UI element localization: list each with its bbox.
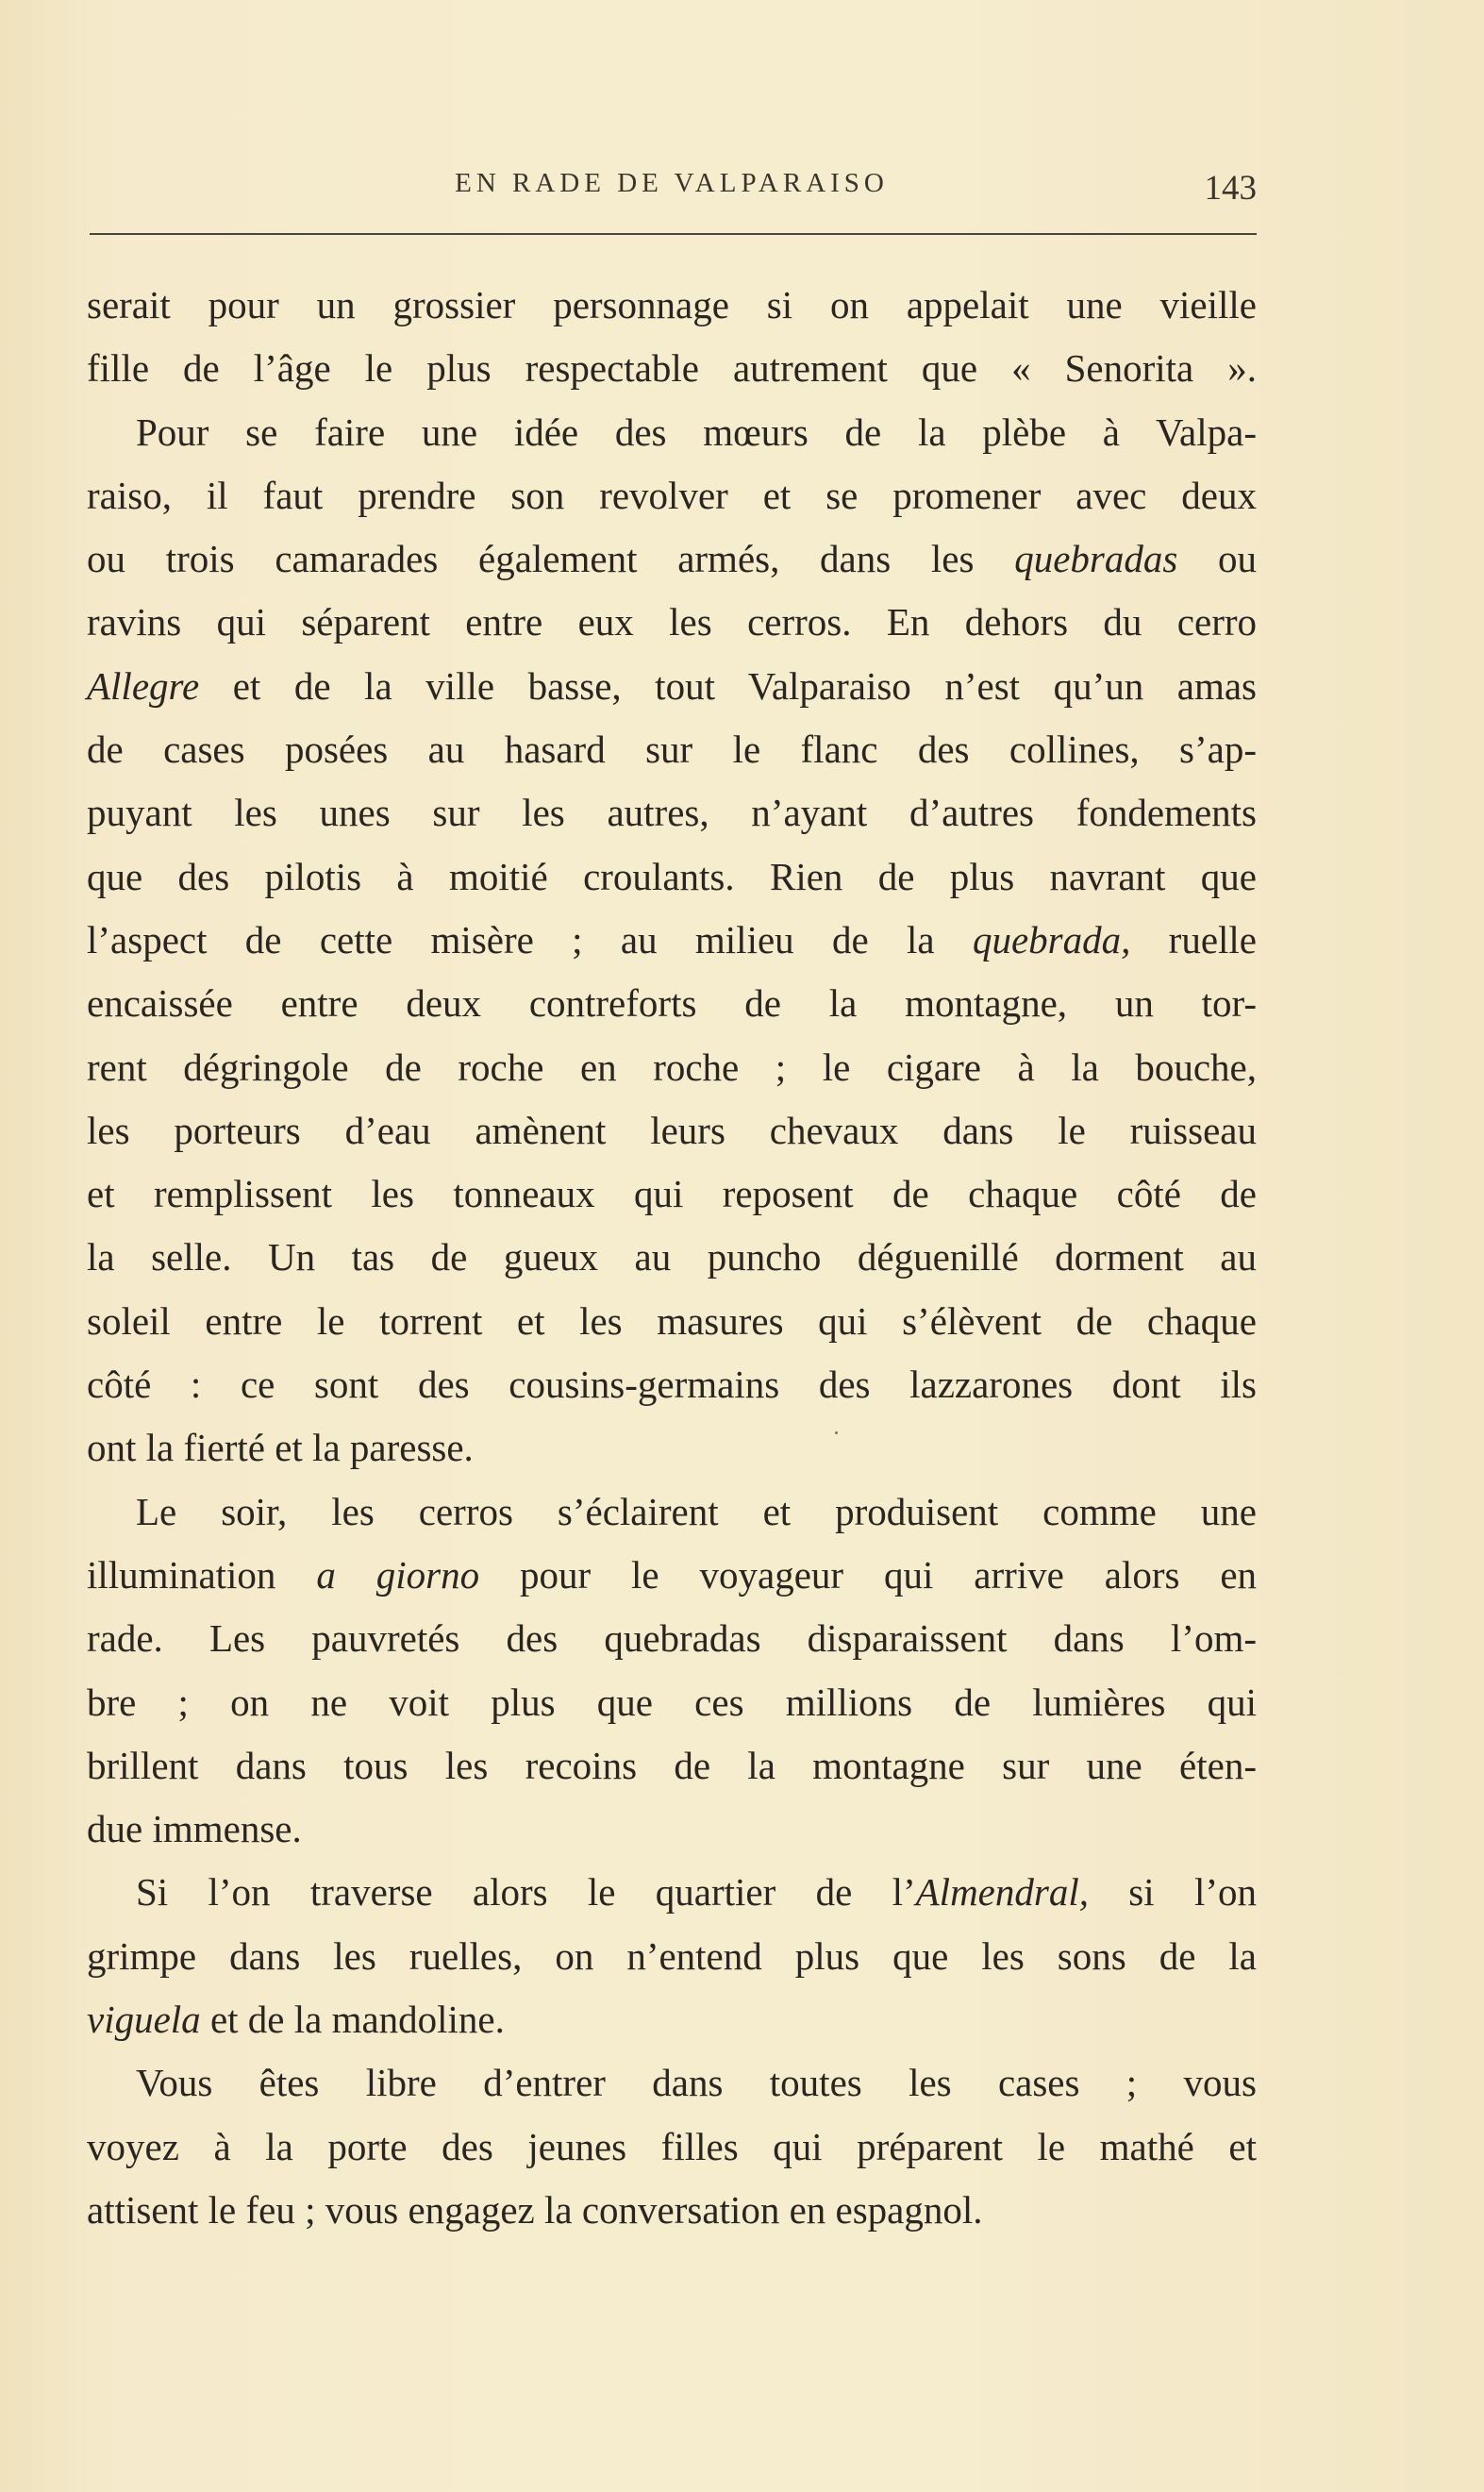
text-line: ravins qui séparent entre eux les cerros. En dehors du cerro bbox=[87, 600, 1257, 644]
text-line: raiso, il faut prendre son revolver et se promener avec deux bbox=[87, 473, 1257, 517]
text-line: grimpe dans les ruelles, on n’entend plus que les sons de la bbox=[87, 1933, 1257, 1978]
text-line: illumination a giorno pour le voyageur qui arrive alors en bbox=[87, 1552, 1258, 1597]
italic-term: quebrada, bbox=[972, 917, 1131, 962]
running-title: EN RADE DE VALPARAISO bbox=[455, 168, 889, 198]
text-line: les porteurs d’eau amènent leurs chevaux dans le ruisseau bbox=[87, 1108, 1257, 1152]
body-text bbox=[87, 274, 1257, 2242]
text-line: de cases posées au hasard sur le flanc des collines, s’ap- bbox=[87, 728, 1257, 772]
text-line: fille de l’âge le plus respectable autrement que « Senorita ». bbox=[87, 346, 1257, 391]
text-line: viguela et de la mandoline. bbox=[87, 1998, 505, 2042]
page-header bbox=[87, 151, 1257, 217]
text-line: et remplissent les tonneaux qui reposent de chaque côté de bbox=[87, 1172, 1257, 1216]
text-line: Allegre et de la ville basse, tout Valparaiso n’est qu’un amas bbox=[87, 663, 1257, 708]
text-line: serait pour un grossier personnage si on appelait une vieille bbox=[87, 283, 1257, 326]
text-line: attisent le feu ; vous engagez la conversation en espagnol. bbox=[87, 2187, 983, 2232]
text-line: soleil entre le torrent et les masures qui s’élèvent de chaque bbox=[87, 1298, 1257, 1343]
italic-term: a giorno bbox=[316, 1552, 480, 1597]
text-line: puyant les unes sur les autres, n’ayant d’autres fondements bbox=[87, 791, 1257, 835]
header-rule bbox=[90, 233, 1257, 235]
text-line: encaissée entre deux contreforts de la montagne, un tor- bbox=[87, 981, 1257, 1026]
page-number: 143 bbox=[1204, 169, 1257, 208]
text-line: brillent dans tous les recoins de la montagne sur une éten- bbox=[87, 1743, 1257, 1787]
italic-term: viguela bbox=[87, 1998, 201, 2042]
italic-term: quebradas bbox=[1014, 537, 1178, 581]
text-line: ou trois camarades également armés, dans les quebradas ou bbox=[87, 537, 1258, 581]
text-line: Pour se faire une idée des mœurs de la plèbe à Valpa- bbox=[136, 410, 1257, 454]
text-line: Vous êtes libre d’entrer dans toutes les cases ; vous bbox=[136, 2061, 1257, 2105]
italic-term: Allegre bbox=[87, 663, 200, 708]
text-line: rent dégringole de roche en roche ; le cigare à la bouche, bbox=[87, 1045, 1257, 1089]
text-line: bre ; on ne voit plus que ces millions de lumières qui bbox=[87, 1680, 1257, 1724]
text-line: la selle. Un tas de gueux au puncho déguenillé dorment au bbox=[87, 1235, 1257, 1279]
text-line: rade. Les pauvretés des quebradas disparaissent dans l’om- bbox=[87, 1616, 1257, 1661]
text-line: ont la fierté et la paresse. bbox=[87, 1426, 474, 1470]
text-line: Le soir, les cerros s’éclairent et produisent comme une bbox=[136, 1489, 1257, 1533]
text-line: côté : ce sont des cousins-germains des lazzarones dont ils bbox=[87, 1363, 1257, 1407]
text-line: l’aspect de cette misère ; au milieu de la quebrada, ruelle bbox=[87, 917, 1258, 962]
text-line: voyez à la porte des jeunes filles qui préparent le mathé et bbox=[87, 2124, 1257, 2168]
text-line: que des pilotis à moitié croulants. Rien de plus navrant que bbox=[87, 854, 1257, 898]
text-line: due immense. bbox=[87, 1807, 302, 1851]
italic-term: Almendral, bbox=[915, 1870, 1089, 1915]
paper-speck bbox=[835, 1431, 838, 1434]
text-line: Si l’on traverse alors le quartier de l’Almendral, si l’on bbox=[136, 1870, 1257, 1915]
